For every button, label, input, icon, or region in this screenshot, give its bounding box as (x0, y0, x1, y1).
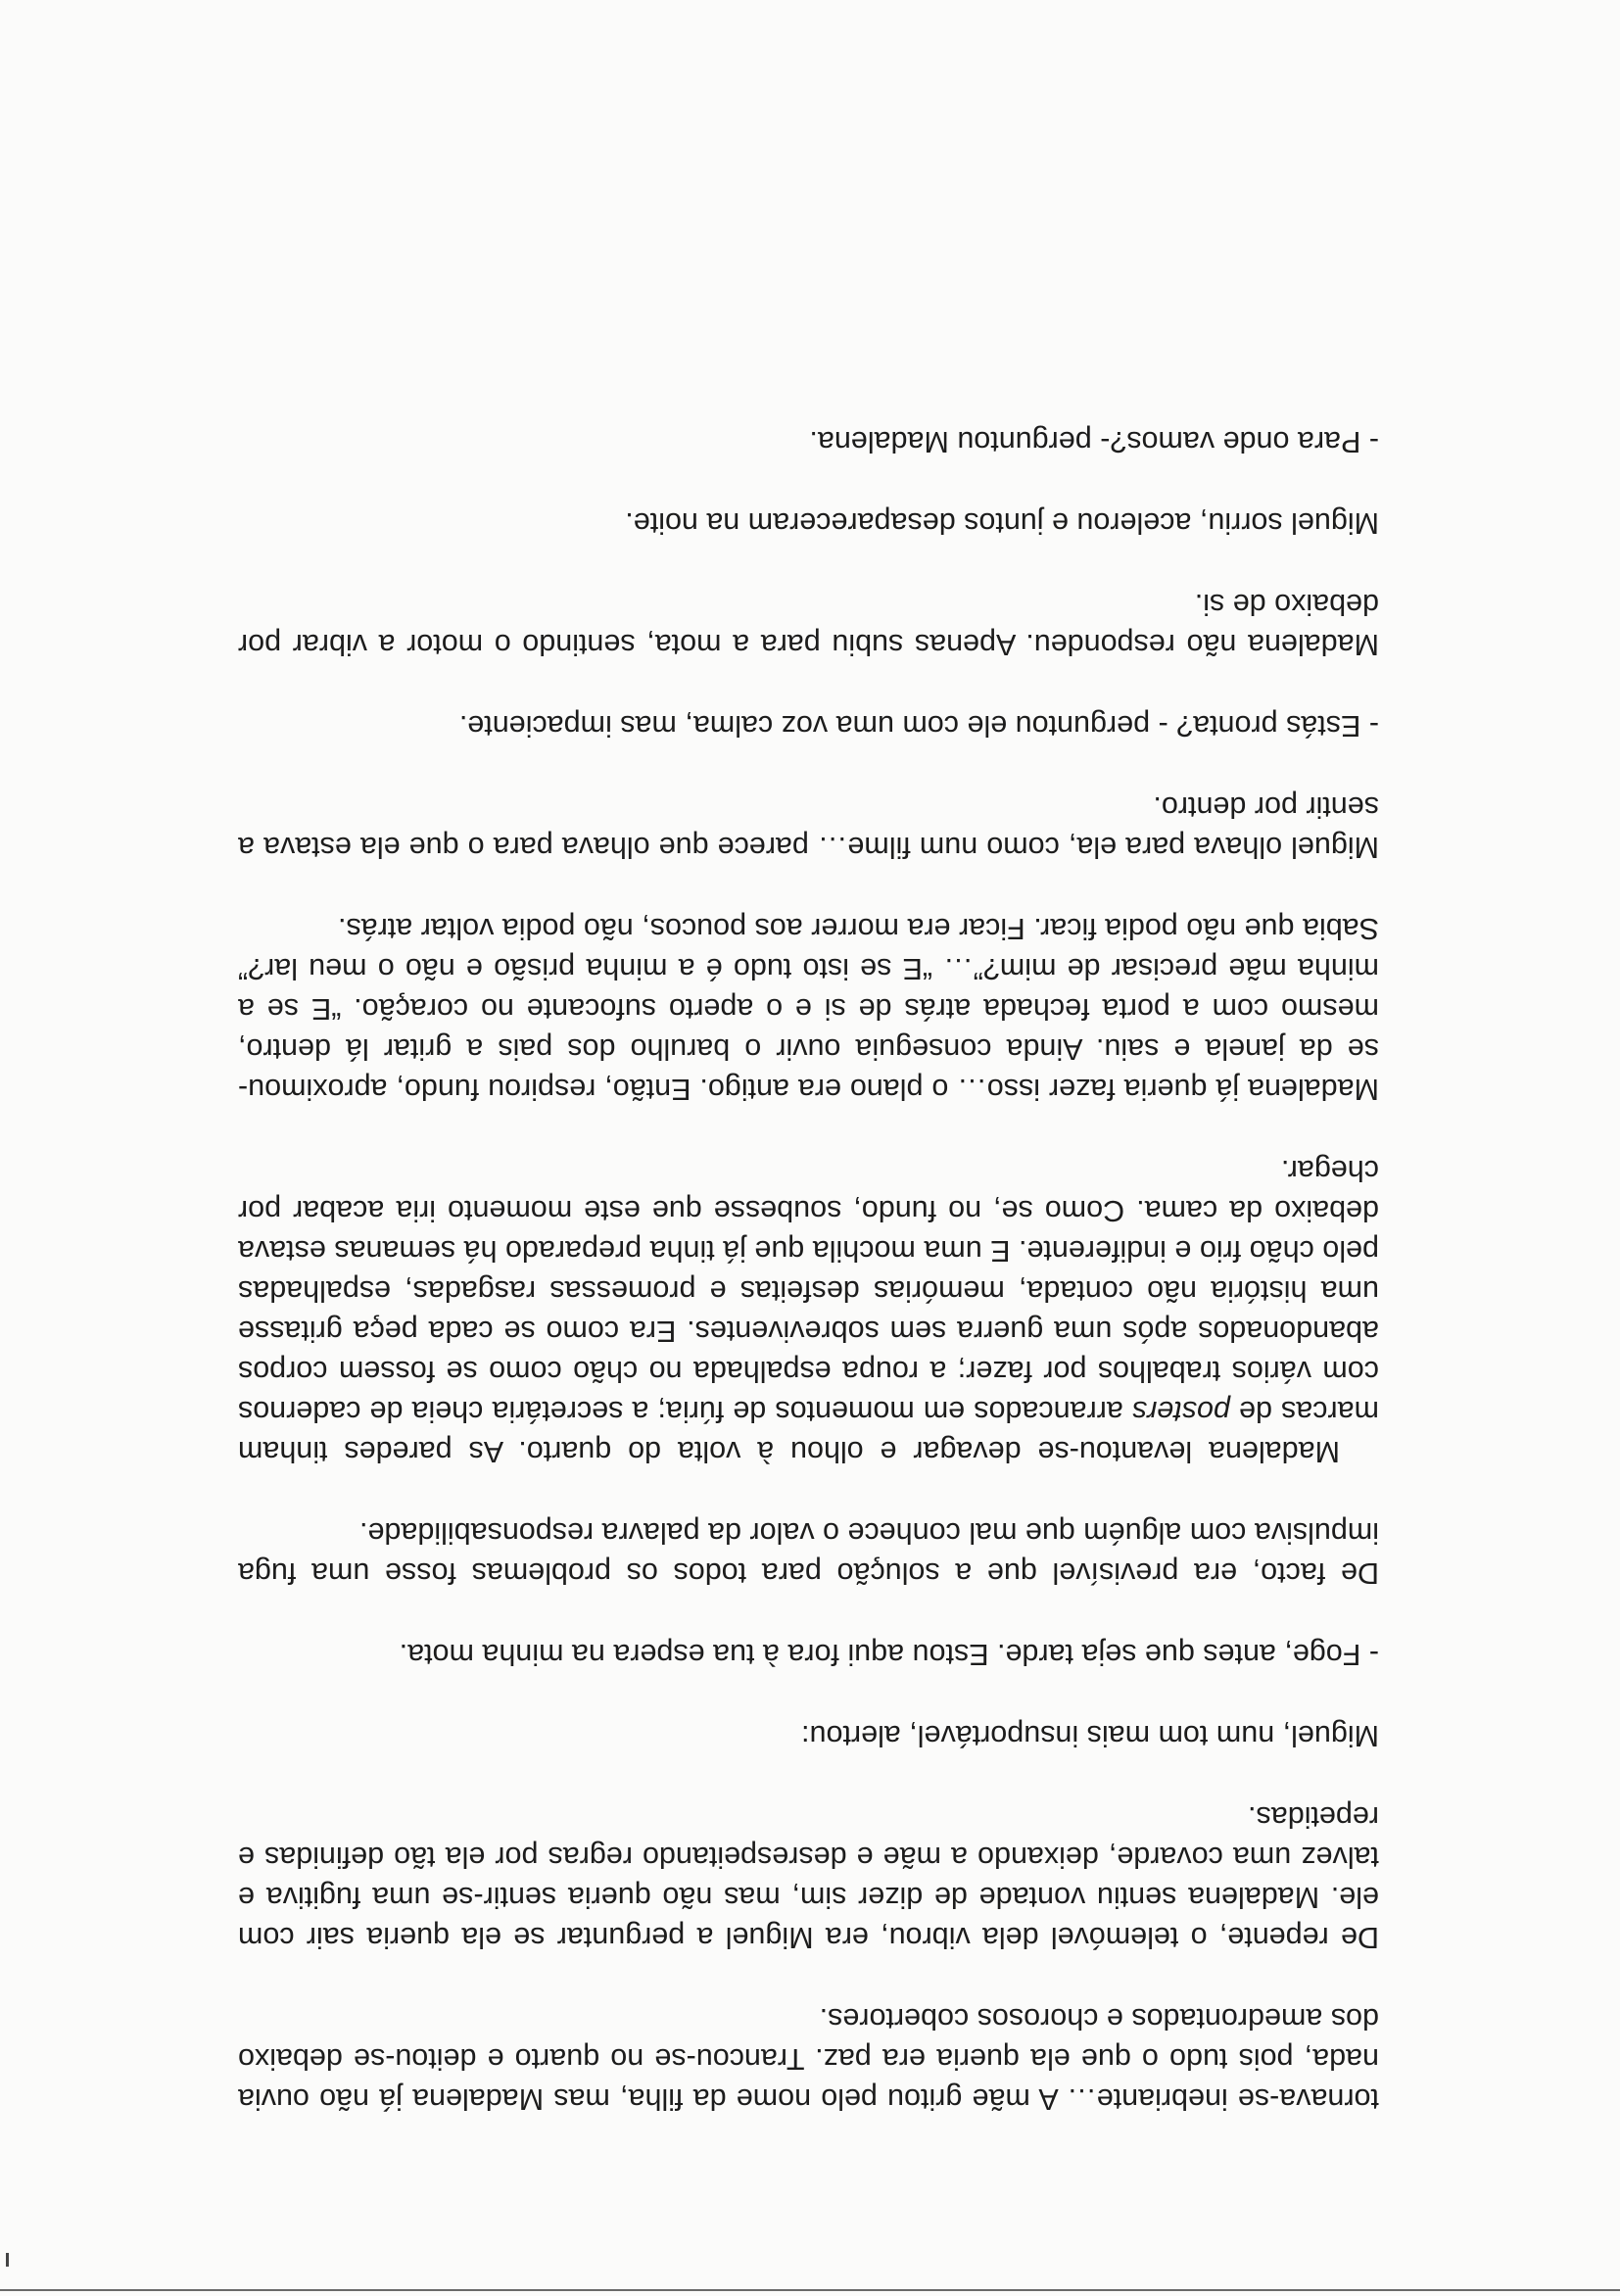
paragraph: Madalena não respondeu. Apenas subiu para a mota, sentindo o motor a vibrar por debaixo de si. (238, 588, 1379, 661)
paragraph: De repente, o telemóvel dela vibrou, era Miguel a perguntar se ela queria sair com ele. Madalena sentiu vontade de dizer sim, mas não queria sentir-se uma fugitiva e talvez uma covarde, deixando a mãe e desrespeitando regras por ela tão definidas e repetidas. (238, 1800, 1379, 1954)
paragraph (238, 1150, 1379, 1471)
paragraph: Miguel, num tom mais insuportável, alertou: (801, 1719, 1379, 1752)
paragraph: tornava-se inebriante… A mãe gritou pelo nome da filha, mas Madalena já não ouvia nada, pois tudo o que ela queria era paz. Trancou-se no quarto e deitou-se debaixo dos amedrontados e chorosos cobertores. (238, 2002, 1379, 2116)
document-body (238, 380, 1379, 2119)
paragraph: Miguel sorriu, acelerou e juntos desapareceram na noite. (625, 506, 1379, 540)
paragraph-text: arrancados em momentos de fúria; a secretária cheia de cadernos com vários trabalhos por fazer; a roupa espalhada no chão como se fossem corpos abandonados após uma guerra sem sobreviventes. Era como se cada peça gritasse uma história não contada, memórias desfeitas e promessas rasgadas, espalhadas pelo chão frio e indiferente. E uma mochila que já tinha preparado há semanas estava debaixo da cama. Como se, no fundo, soubesse que este momento iria acabar por chegar. (237, 1154, 1379, 1428)
dialogue-line: - Para onde vamos?- perguntou Madalena. (809, 425, 1379, 458)
paragraph: Madalena já queria fazer isso… o plano era antigo. Então, respirou fundo, aproximou-se da janela e saiu. Ainda conseguia ouvir o barulho dos pais a gritar lá dentro, mesmo com a porta fechada atrás de si e o aperto sufocante no coração. “E se a minha mãe precisar de mim?”… “E se isto tudo é a minha prisão e não o meu lar?” Sabia que não podia ficar. Ficar era morrer aos poucos, não podia voltar atrás. (238, 912, 1379, 1106)
paragraph: De facto, era previsível que a solução para todos os problemas fosse uma fuga impulsiva com alguém que mal conhece o valor da palavra responsabilidade. (238, 1516, 1379, 1590)
dialogue-line: - Foge, antes que seja tarde. Estou aqui fora à tua espera na minha mota. (399, 1638, 1379, 1671)
italic-word: posters (1131, 1395, 1230, 1428)
paragraph: Miguel olhava para ela, como num filme… parece que olhava para o que ela estava a sentir por dentro. (238, 790, 1379, 864)
dialogue-line: - Estás pronta? - perguntou ele com uma voz calma, mas impaciente. (458, 709, 1379, 742)
scan-mark (6, 2253, 9, 2267)
paragraph-text: Madalena levantou-se devagar e olhou à volta do quarto. As paredes tinham marcas de (238, 1395, 1379, 1468)
scan-edge-line (0, 2289, 1620, 2291)
